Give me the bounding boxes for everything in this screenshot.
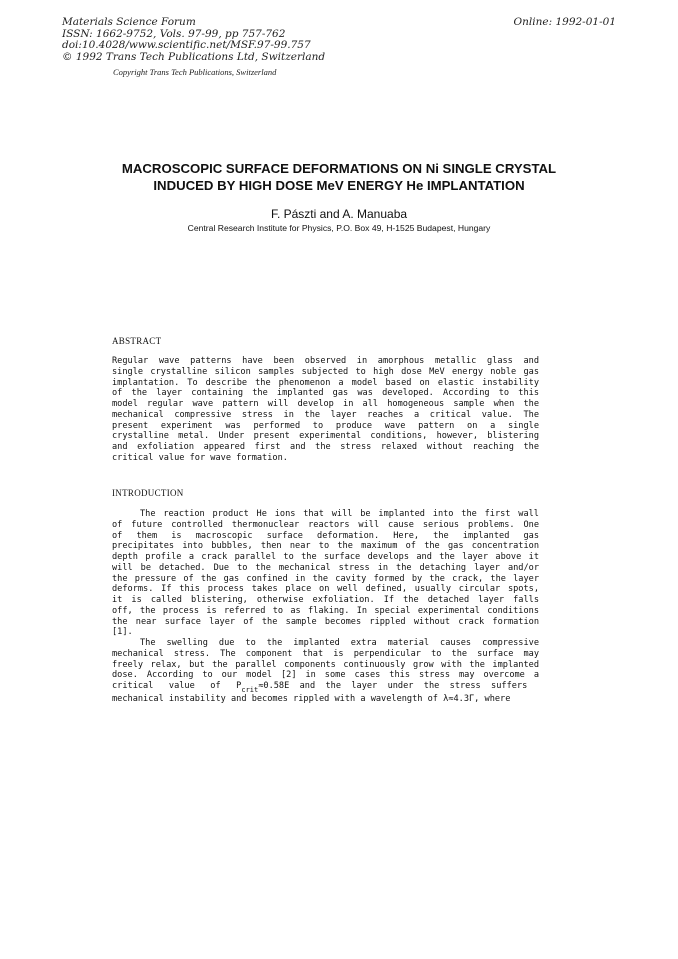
intro-line: depth profile a crack parallel to the surface develops and the layer above it: [112, 552, 539, 562]
abstract-line: Regular wave patterns have been observed in amorphous metallic glass and: [112, 356, 539, 366]
abstract-line: model regular wave pattern will develop in all homogeneous sample when the: [112, 399, 539, 409]
intro-line: The reaction product He ions that will be implanted into the first wall: [140, 509, 539, 519]
abstract-line: single crystalline silicon samples subjected to high dose MeV energy noble gas: [112, 366, 539, 377]
abstract-body: [112, 356, 539, 464]
introduction-body: [112, 509, 539, 705]
intro-line: of them is macroscopic surface deformation. Here, the implanted gas: [112, 530, 539, 541]
intro-line: precipitates into bubbles, then near to the maximum of the gas concentration: [112, 541, 539, 552]
abstract-line: of the layer containing the implanted gas was developed. According to this: [112, 388, 539, 399]
journal-copyright: © 1992 Trans Tech Publications Ltd, Switzerland: [62, 50, 326, 63]
affiliation: Central Research Institute for Physics, P.O. Box 49, H-1525 Budapest, Hungary: [187, 223, 491, 233]
abstract-line: and exfoliation appeared first and the stress relaxed without reaching the: [112, 442, 539, 452]
journal-name: Materials Science Forum: [62, 16, 196, 28]
crit-text-after: ≈0.58E and the layer under the stress suffers: [258, 681, 528, 691]
intro-line: mechanical stress. The component that is perpendicular to the surface may: [112, 648, 539, 659]
intro-line: dose. According to our model [2] in some cases this stress may overcome a: [112, 670, 539, 681]
crit-subscript: crit: [241, 686, 259, 694]
intro-line: deforms. If this process takes place on well defined, usually circular spots,: [112, 584, 539, 595]
title-line: MACROSCOPIC SURFACE DEFORMATIONS ON Ni SINGLE CRYSTAL: [121, 161, 557, 176]
journal-info: [62, 17, 325, 63]
intro-line-critical-value: [112, 681, 539, 692]
abstract-heading: ABSTRACT: [112, 336, 162, 346]
intro-line: freely relax, but the parallel components continuously grow with the implanted: [112, 659, 539, 670]
title-line: INDUCED BY HIGH DOSE MeV ENERGY He IMPLANTATION: [153, 178, 525, 193]
intro-line: The swelling due to the implanted extra material causes compressive: [140, 638, 539, 648]
abstract-line: crystalline metal. Under present experimental conditions, however, blistering: [112, 431, 539, 442]
journal-issn: ISSN: 1662-9752, Vols. 97-99, pp 757-762: [62, 27, 286, 40]
intro-line: it is called blistering, otherwise exfoliation. If the detached layer falls: [112, 595, 539, 605]
abstract-line: implantation. To describe the phenomenon a model based on elastic instability: [112, 377, 539, 388]
abstract-line: present experiment was performed to produce wave pattern on a single: [112, 420, 539, 431]
intro-line: off, the process is referred to as flaking. In special experimental conditions: [112, 605, 539, 616]
intro-line: the pressure of the gas confined in the cavity formed by the crack, the layer: [112, 573, 539, 584]
publisher-copyright: Copyright Trans Tech Publications, Switzerland: [113, 67, 277, 77]
introduction-heading: INTRODUCTION: [112, 488, 184, 498]
paper-title: [0, 160, 678, 194]
online-date: Online: 1992-01-01: [513, 16, 616, 28]
journal-doi: doi:10.4028/www.scientific.net/MSF.97-99.757: [62, 39, 311, 51]
authors: F. Pászti and A. Manuaba: [270, 207, 408, 221]
intro-line: the near surface layer of the sample becomes rippled without crack formation: [112, 616, 539, 627]
crit-text-before: critical value of P: [112, 681, 242, 691]
abstract-line: critical value for wave formation.: [112, 452, 288, 463]
intro-line: mechanical instability and becomes rippled with a wavelength of λ≈4.3Γ, where: [112, 693, 511, 704]
intro-line: [1].: [112, 627, 133, 638]
intro-line: of future controlled thermonuclear reactors will cause serious problems. One: [112, 519, 539, 530]
intro-line: will be detached. Due to the mechanical stress in the detaching layer and/or: [112, 562, 539, 573]
abstract-line: mechanical compressive stress in the layer reaches a critical value. The: [112, 409, 539, 420]
